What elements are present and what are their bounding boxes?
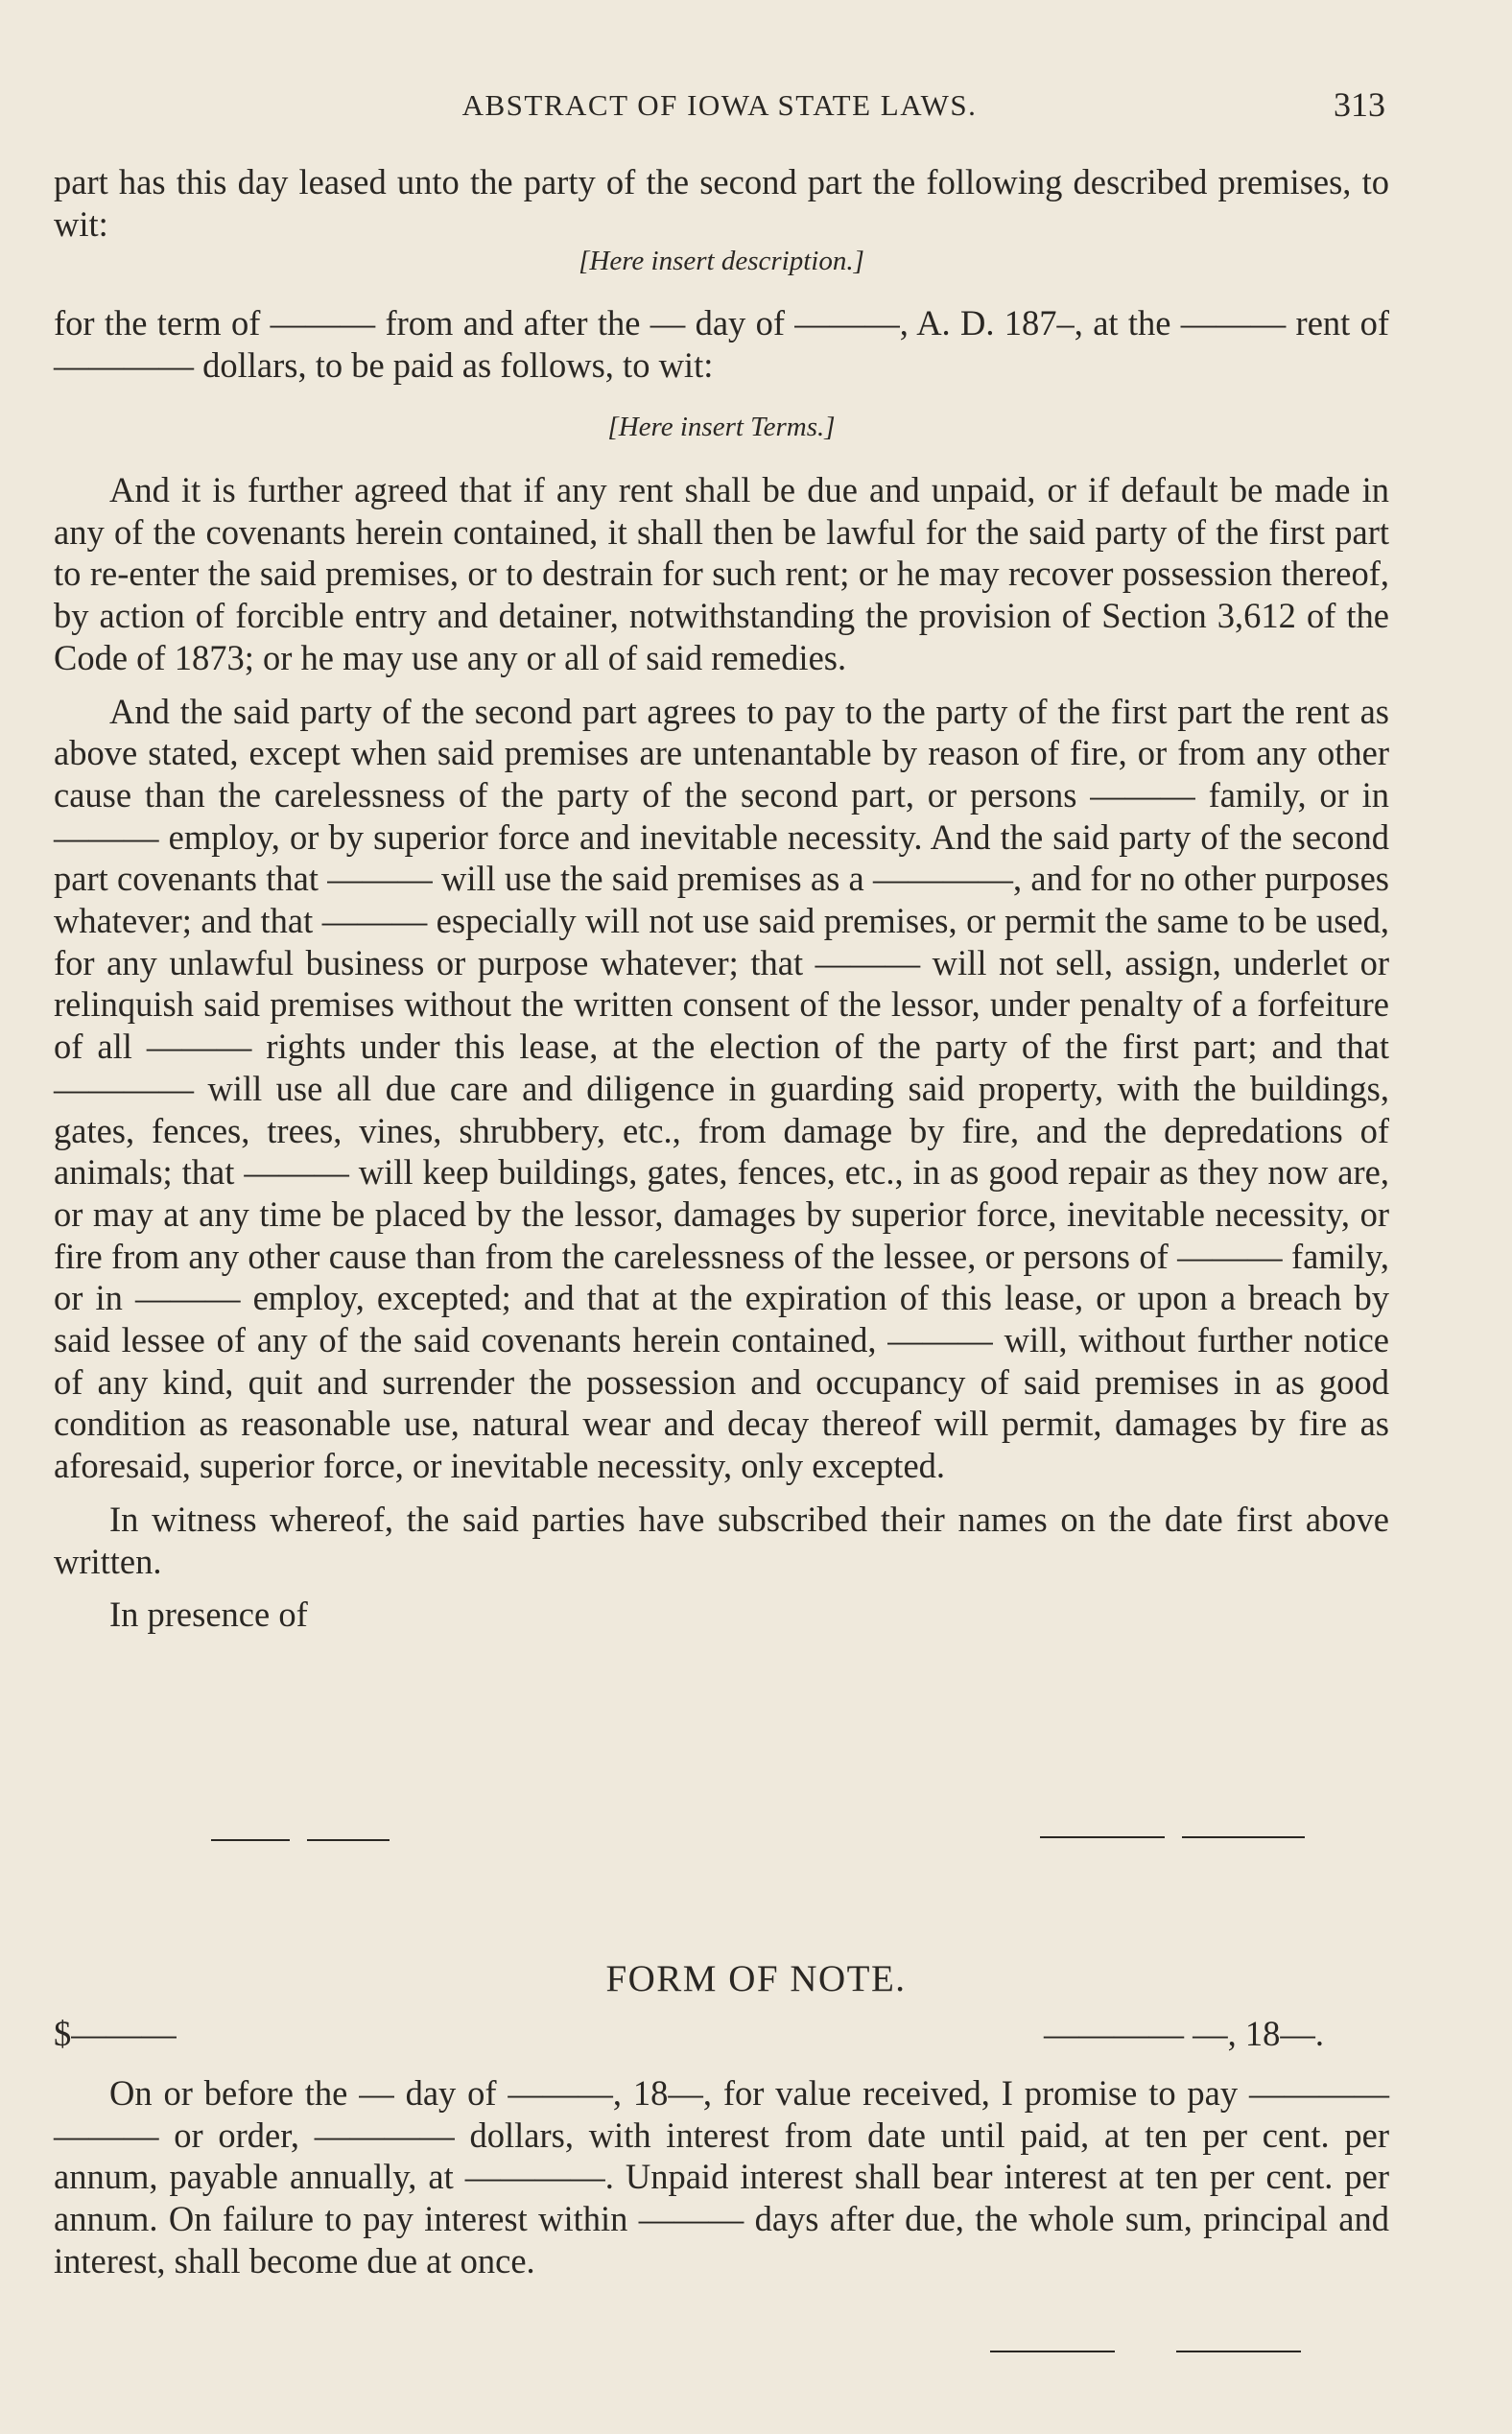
terms-note: [Here insert Terms.] [607, 412, 836, 442]
running-title: ABSTRACT OF IOWA STATE LAWS. [461, 88, 978, 122]
maker-signature-line [1176, 2351, 1301, 2352]
term-line [54, 302, 1389, 386]
lease-opening-block [54, 161, 1389, 245]
note-header-row [54, 2013, 1389, 2055]
lease-opening: part has this day leased unto the party of the second part the following described premises, to wit: [54, 162, 1389, 244]
note-body: On or before the — day of ———, 18—, for value received, I promise to pay ———— ——— or order, ———— dollars, with interest from date until paid, at ten per cent. per annum, payable annually, at ————. Unpaid interest shall bear interest at ten per cent. per annum. On failure to pay interest within ——— days after due, the whole sum, principal and interest, shall become due at once. [54, 2073, 1389, 2280]
term-text: for the term of ——— from and after the — day of ———, A. D. 187–, at the ——— rent of ———— dollars, to be paid as follows, to wit: [54, 303, 1389, 385]
note-amount: $——— [54, 2014, 177, 2053]
in-presence-label: In presence of [109, 1595, 308, 1635]
note-body-block [54, 2072, 1389, 2282]
party-signature-line [1182, 1836, 1305, 1838]
description-note: [Here insert description.] [579, 246, 864, 276]
party-signature-line [1040, 1836, 1165, 1838]
default-paragraph: And it is further agreed that if any rent shall be due and unpaid, or if default be made in any of the covenants herein contained, it shall then be lawful for the said party of the first part to re-enter the said premises, or to destrain for such rent; or he may recover possession thereof, by action of forcible entry and detainer, notwithstanding the provision of Section 3,612 of the Code of 1873; or he may use any or all of said remedies. [54, 470, 1389, 677]
covenants-paragraph: And the said party of the second part agrees to pay to the party of the first part the rent as above stated, except when said premises are untenantable by reason of fire, or from any other cause than the carelessness of the party of the second part, or persons ——— family, or in ——— employ, or by superior force and inevitable necessity. And the said party of the second part covenants that ——— will use the said premises as a ————, and for no other purposes whatever; and that ——— especially will not use said premises, or permit the same to be used, for any unlawful business or purpose whatever; that ——— will not sell, assign, underlet or relinquish said premises without the written consent of the lessor, under penalty of a forfeiture of all ——— rights under this lease, at the election of the party of the first part; and that ———— will use all due care and diligence in guarding said property, with the buildings, gates, fences, trees, vines, shrubbery, etc., from damage by fire, and the depredations of animals; that ——— will keep buildings, gates, fences, etc., in as good repair as they now are, or may at any time be placed by the lessor, damages by superior force, inevitable necessity, or fire from any other cause than from the carelessness of the lessee, or persons of ——— family, or in ——— employ, excepted; and that at the expiration of this lease, or upon a breach by said lessee of any of the said covenants herein contained, ——— will, without further notice of any kind, quit and surrender the possession and occupancy of said premises in as good condition as reasonable use, natural wear and decay thereof will permit, damages by fire as aforesaid, superior force, or inevitable necessity, only excepted. [54, 691, 1389, 1486]
note-date: ———— —, 18—. [1044, 2014, 1324, 2053]
lease-body [54, 469, 1389, 1636]
maker-signature-line [990, 2351, 1115, 2352]
page-header [54, 84, 1385, 127]
witness-signature-line [307, 1839, 390, 1841]
note-form-title: FORM OF NOTE. [605, 1958, 907, 1999]
witness-signature-line [211, 1839, 290, 1841]
witness-paragraph: In witness whereof, the said parties have subscribed their names on the date first above written. [54, 1499, 1389, 1581]
page-number: 313 [1334, 85, 1385, 124]
